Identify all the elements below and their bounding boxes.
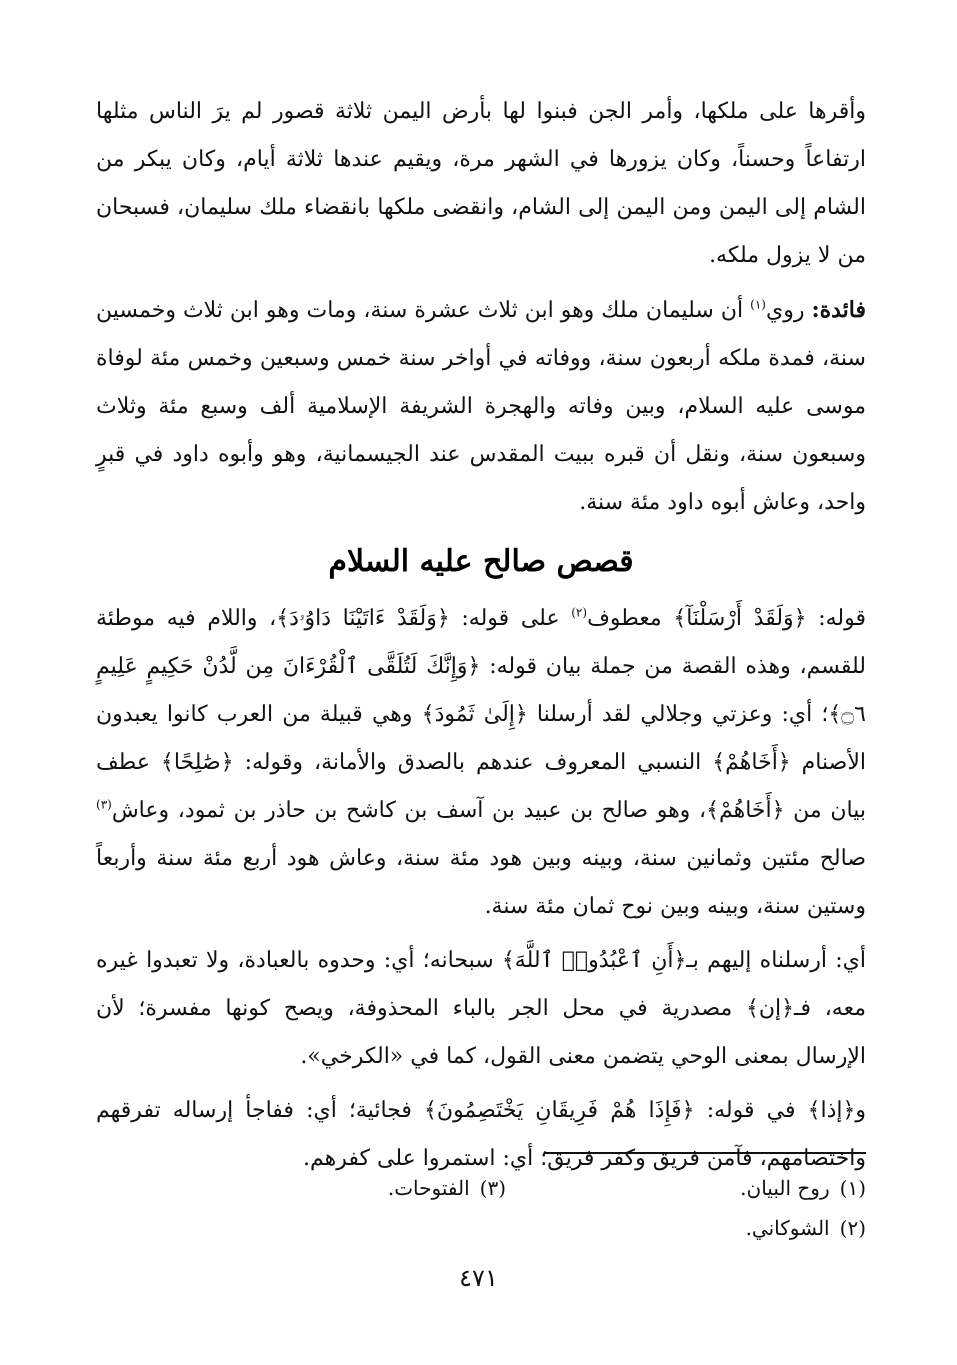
footnotes (96, 1168, 866, 1248)
paragraph-3-part-2: على قوله: ﴿وَلَقَدْ ءَاتَيْنَا دَاوُۥدَ﴾، واللام فيه موطئة للقسم، وهذه القصة من جملة بيان قوله: ﴿وَإِنَّكَ لَتُلَقَّى ٱلْقُرْءَانَ مِن لَّدُنْ حَكِيمٍ عَلِيمٍ ۝٦﴾؛ أي: وعزتي وجلالي لقد أرسلنا ﴿إِلَىٰ ثَمُودَ﴾ وهي قبيلة من العرب كانوا يعبدون الأصنام ﴿أَخَاهُمْ﴾ النسبي المعروف عندهم بالصدق والأمانة، وقوله: ﴿صَٰلِحًا﴾ عطف بيان من ﴿أَخَاهُمْ﴾، وهو صالح بن عبيد بن آسف بن كاشح بن حاذر بن ثمود، وعاش (96, 606, 866, 823)
footnote-2-text: الشوكاني. (745, 1216, 830, 1240)
footnote-ref-2: (٢) (571, 605, 588, 620)
paragraph-2-lead: فائدة: (811, 297, 867, 323)
footnote-3-text: الفتوحات. (387, 1176, 470, 1200)
footnote-row (96, 1168, 866, 1208)
paragraph-3-part-3: صالح مئتين وثمانين سنة، وبينه وبين هود مئة سنة، وعاش هود أربع مئة سنة وأربعاً وستين سنة، وبينه وبين نوح ثمان مئة سنة. (96, 846, 866, 919)
paragraph-2-text: أن سليمان ملك وهو ابن ثلاث عشرة سنة، ومات وهو ابن ثلاث وخمسين سنة، فمدة ملكه أربعون سنة، ووفاته في أواخر سنة خمس وسبعين وخمس مئة لوفاة موسى عليه السلام، وبين وفاته والهجرة الشريفة الإسلامية ألف وسبع مئة وثلاث وسبعون سنة، ونقل أن قبره ببيت المقدس عند الجيسمانية، وهو وأبوه داود في قبرٍ واحد، وعاش أبوه داود مئة سنة. (96, 298, 866, 515)
paragraph-2-before-note: روي (765, 298, 812, 323)
paragraph-5: و﴿إذا﴾ في قوله: ﴿فَإِذَا هُمْ فَرِيقَانِ يَخْتَصِمُونَ﴾ فجائية؛ أي: ففاجأ إرساله تفرقهم واختصامهم، فآمن فريق وكفر فريق؛ أي: استمروا على كفرهم. (96, 1098, 866, 1171)
page-body (96, 88, 866, 1183)
footnote-row (96, 1208, 866, 1248)
footnote-1-number: (١) (839, 1176, 866, 1200)
footnote-3-number: (٣) (479, 1176, 506, 1200)
paragraph-3-part-1: قوله: ﴿وَلَقَدْ أَرْسَلْنَآ﴾ معطوف (587, 606, 866, 631)
footnote-1-text: روح البيان. (740, 1176, 830, 1200)
footnote-1 (506, 1168, 866, 1208)
footnote-ref-1: (١) (750, 297, 766, 312)
paragraph-3 (96, 595, 866, 931)
footnote-ref-3: (٣) (96, 797, 112, 812)
section-heading: قصص صالح عليه السلام (328, 544, 634, 579)
page-number: ٤٧١ (459, 1264, 498, 1292)
footnote-3 (146, 1168, 506, 1208)
paragraph-4: أي: أرسلناه إليهم بـ﴿أَنِ ٱعْبُدُوا۟ ٱللَّهَ﴾ سبحانه؛ أي: وحدوه بالعبادة، ولا تعبدوا غيره معه، فـ﴿إن﴾ مصدرية في محل الجر بالباء المحذوفة، ويصح كونها مفسرة؛ لأن الإرسال بمعنى الوحي يتضمن معنى القول، كما في «الكرخي». (96, 948, 866, 1069)
footnote-2-number: (٢) (839, 1216, 866, 1240)
footnote-divider (544, 1152, 866, 1154)
paragraph-1: وأقرها على ملكها، وأمر الجن فبنوا لها بأرض اليمن ثلاثة قصور لم يرَ الناس مثلها ارتفاعاً وحسناً، وكان يزورها في الشهر مرة، ويقيم عندها ثلاثة أيام، وكان يبكر من الشام إلى اليمن ومن اليمن إلى الشام، وانقضى ملكها بانقضاء ملك سليمان، فسبحان من لا يزول ملكه. (96, 99, 866, 268)
paragraph-2 (96, 286, 866, 527)
footnote-2 (506, 1208, 866, 1248)
